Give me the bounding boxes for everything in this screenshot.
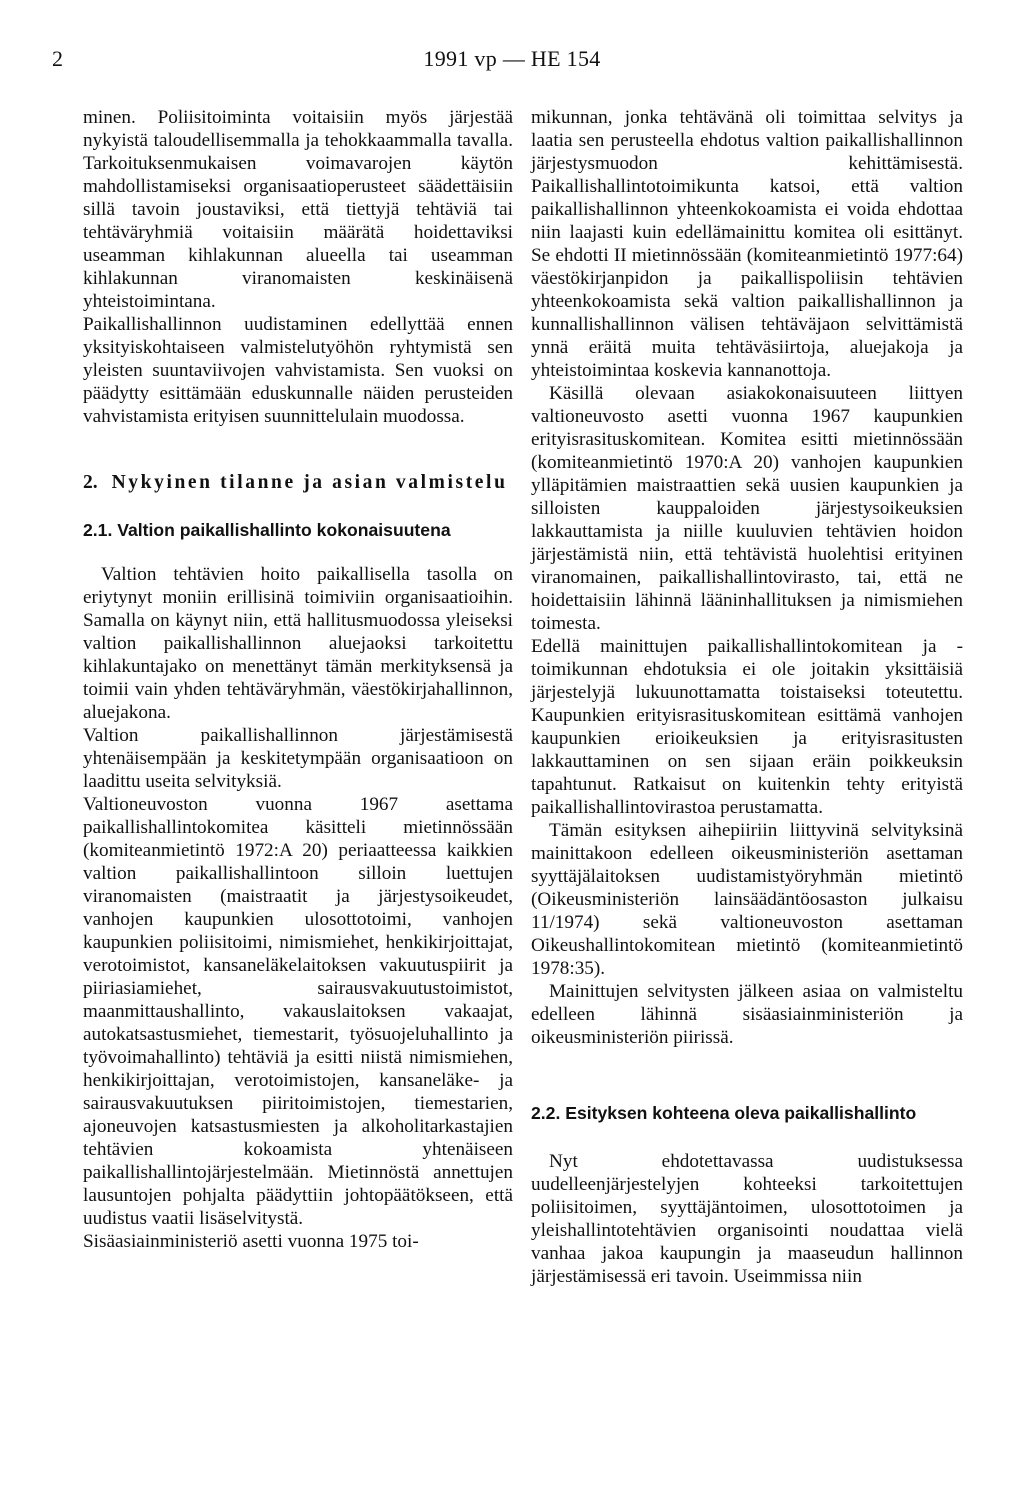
paragraph: Valtion tehtävien hoito paikallisella tasolla on eriytynyt moniin erillisinä toimiviin organisaatioihin. Samalla on käynyt niin, että hallitusmuodossa yleiseksi valtion paikallishallinnon aluejaoksi tarkoitettu kihlakuntajako on menettänyt tämän merkityksensä ja toimii vain yhden tehtäväryhmän, väestökirjahallinnon, aluejakona. bbox=[83, 564, 513, 723]
section-number: 2. bbox=[83, 472, 98, 493]
right-column bbox=[531, 106, 963, 1288]
left-column bbox=[83, 106, 513, 1253]
running-title: 1991 vp — HE 154 bbox=[423, 46, 601, 71]
section-title: Nykyinen tilanne ja asian valmistelu bbox=[111, 472, 508, 493]
paragraph: Käsillä olevaan asiakokonaisuuteen liittyen valtioneuvosto asetti vuonna 1967 kaupunkien erityisrasituskomitean. Komitea esitti mietinnössään (komiteanmietintö 1970:A 20) vanhojen kaupunkien ylläpitämien maistraattien sekä uusien kaupunkien ja silloisten kauppaloiden järjestysoikeuksien lakkauttamista ja niille kuuluvien tehtävien hoidon järjestämistä niin, että tehtävistä huolehtisi erityinen viranomainen, paikallishallintovirasto, tai, että ne hoidettaisiin lähinnä lääninhallituksen ja nimismiehen toimesta. bbox=[531, 383, 963, 634]
paragraph: Edellä mainittujen paikallishallintokomitean ja -toimikunnan ehdotuksia ei ole joitakin yksittäisiä järjestelyjä lukuunottamatta toistaiseksi toteutettu. Kaupunkien erityisrasituskomitean esittämä vanhojen kaupunkien erioikeuksien ja erityisrasitusten lakkauttaminen on sen sijaan eräin poikkeuksin tapahtunut. Ratkaisut on kuitenkin tehty erityistä paikallishallintovirastoa perustamatta. bbox=[531, 636, 963, 818]
paragraph: mikunnan, jonka tehtävänä oli toimittaa selvitys ja laatia sen perusteella ehdotus valtion paikallishallinnon järjestysmuodon kehittämisestä. Paikallishallintotoimikunta katsoi, että valtion paikallishallinnon yhteenkokoamista ei voida ehdottaa niin laajasti kuin edellämainittu komitea oli esittänyt. Se ehdotti II mietinnössään (komiteanmietintö 1977:64) väestökirjanpidon ja paikallispoliisin tehtävien yhteenkokoamista sekä valtion paikallishallinnon ja kunnallishallinnon välisen tehtäväjaon selvittämistä ynnä eräitä muita tehtäväsiirtoja, aluejakoja ja yhteistoimintaa koskevia kannanottoja. bbox=[531, 107, 963, 381]
subsection-heading: 2.1. Valtion paikallishallinto kokonaisuutena bbox=[83, 520, 451, 540]
paragraph: Valtion paikallishallinnon järjestämisestä yhtenäisempään ja keskitetympään organisaatioon on laadittu useita selvityksiä. bbox=[83, 725, 513, 792]
paragraph: Nyt ehdotettavassa uudistuksessa uudelleenjärjestelyjen kohteeksi tarkoitettujen poliisitoimen, syyttäjäntoimen, ulosottotoimen ja yleishallintotehtävien organisointi noudattaa vielä vanhaa jakoa kaupungin ja maaseudun hallinnon järjestämisessä eri tavoin. Useimmissa niin bbox=[531, 1151, 963, 1287]
paragraph: Paikallishallinnon uudistaminen edellyttää ennen yksityiskohtaiseen valmistelutyöhön ryhtymistä sen yleisten suuntaviivojen vahvistamista. Sen vuoksi on päädytty esittämään eduskunnalle näiden perusteiden vahvistamista erityisen suunnittelulain muodossa. bbox=[83, 314, 513, 427]
paragraph: Mainittujen selvitysten jälkeen asiaa on valmisteltu edelleen lähinnä sisäasiainministeriön ja oikeusministeriön piirissä. bbox=[531, 981, 963, 1048]
paragraph: Sisäasiainministeriö asetti vuonna 1975 toi- bbox=[83, 1231, 419, 1252]
page-header bbox=[0, 46, 1024, 76]
subsection-heading: 2.2. Esityksen kohteena oleva paikallishallinto bbox=[531, 1103, 917, 1123]
paragraph: Tämän esityksen aihepiiriin liittyvinä selvityksinä mainittakoon edelleen oikeusministeriön asettaman syyttäjälaitoksen uudistamistyöryhmän mietintö (Oikeusministeriön lainsäädäntöosaston julkaisu 11/1974) sekä valtioneuvoston asettaman Oikeushallintokomitean mietintö (komiteanmietintö 1978:35). bbox=[531, 820, 963, 979]
paragraph: minen. Poliisitoiminta voitaisiin myös järjestää nykyistä taloudellisemmalla ja tehokkaammalla tavalla. Tarkoituksenmukaisen voimavarojen käytön mahdollistamiseksi organisaatioperusteet säädettäisiin sillä tavoin joustaviksi, että tiettyjä tehtäviä tai tehtäväryhmiä voitaisiin määrätä hoidettaviksi useamman kihlakunnan alueella tai useamman kihlakunnan viranomaisten keskinäisenä yhteistoimintana. bbox=[83, 107, 513, 312]
paragraph: Valtioneuvoston vuonna 1967 asettama paikallishallintokomitea käsitteli mietinnössään (komiteanmietintö 1972:A 20) periaatteessa kaikkien valtion paikallishallintoon silloin luettujen viranomaisten (maistraatit ja järjestysoikeudet, vanhojen kaupunkien ulosottotoimi, vanhojen kaupunkien poliisitoimi, nimismiehet, henkikirjoittajat, verotoimistot, kansaneläkelaitoksen vakuutuspiirit ja piiriasiamiehet, sairausvakuutustoimistot, maanmittaushallinto, vakauslaitoksen vakaajat, autokatsastusmiehet, tiemestarit, työsuojeluhallinto ja työvoimahallinto) tehtäviä ja esitti niistä nimismiehen, henkikirjoittajan, verotoimistojen, kansaneläke- ja sairausvakuutuksen piiritoimistojen, tiemestarien, ajoneuvojen katsastusmiesten ja alkoholitarkastajien tehtävien kokoamista yhtenäiseen paikallishallintojärjestelmään. Mietinnöstä annettujen lausuntojen pohjalta päädyttiin johtopäätökseen, että uudistus vaatii lisäselvitystä. bbox=[83, 794, 513, 1229]
page-number: 2 bbox=[52, 46, 63, 71]
section-heading bbox=[83, 471, 513, 495]
